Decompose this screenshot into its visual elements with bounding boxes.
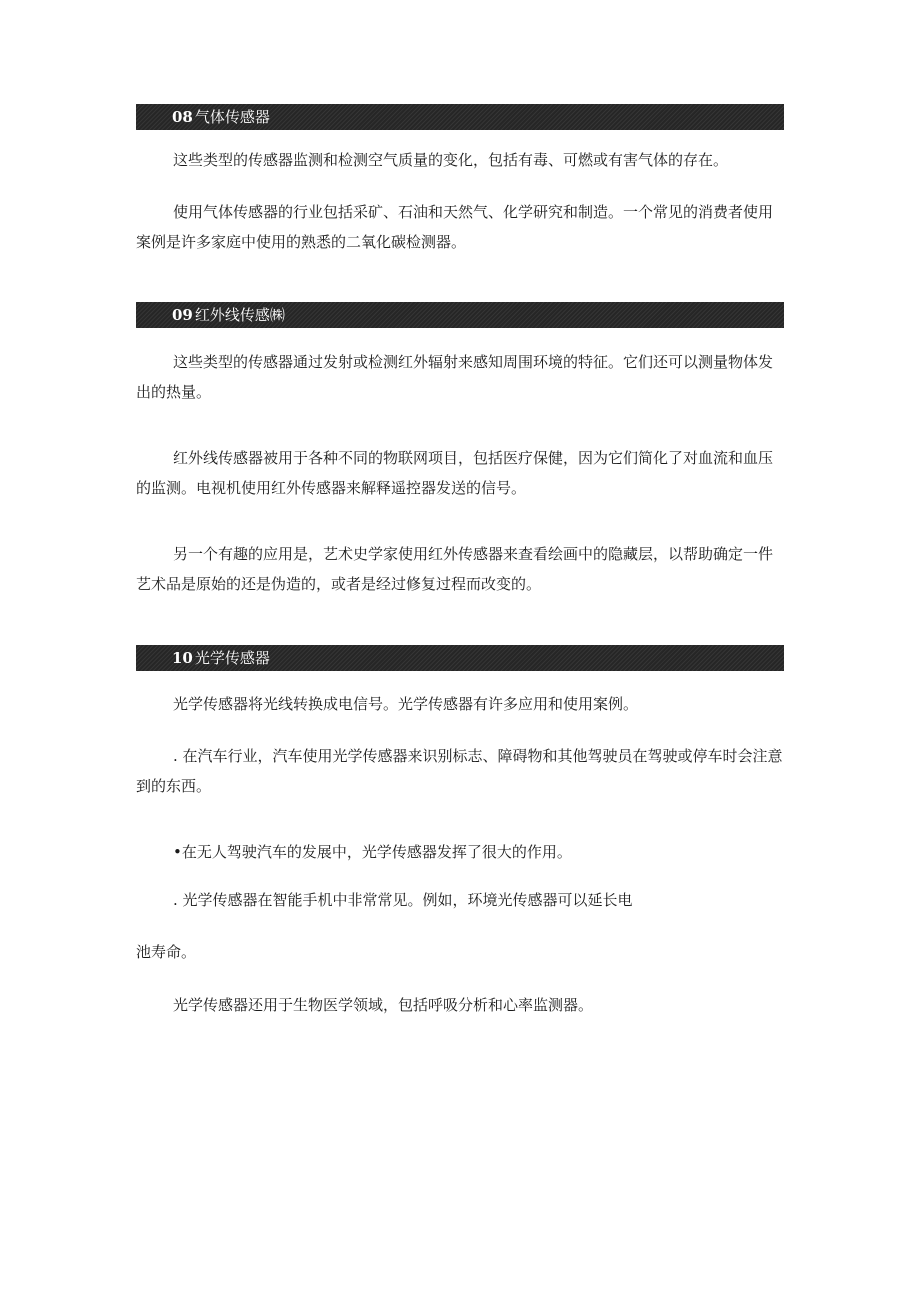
list-item: •在无人驾驶汽车的发展中，光学传感器发挥了很大的作用。 bbox=[173, 843, 572, 861]
section-number: 09 bbox=[172, 306, 193, 324]
paragraph: 光学传感器还用于生物医学领域，包括呼吸分析和心率监测器。 bbox=[173, 996, 594, 1014]
section-title: 气体传感器 bbox=[194, 108, 270, 126]
list-item: . 光学传感器在智能手机中非常常见。例如，环境光传感器可以延长电 bbox=[173, 891, 633, 909]
section-number: 08 bbox=[172, 108, 193, 126]
section-number: 10 bbox=[172, 649, 193, 667]
paragraph: 使用气体传感器的行业包括采矿、石油和天然气、化学研究和制造。一个常见的消费者使用案例是许多家庭中使用的熟悉的二氧化碳检测器。 bbox=[136, 203, 774, 251]
section-title: 光学传感器 bbox=[194, 649, 270, 667]
paragraph: 这些类型的传感器监测和检测空气质量的变化，包括有毒、可燃或有害气体的存在。 bbox=[173, 151, 729, 169]
paragraph: 这些类型的传感器通过发射或检测红外辐射来感知周围环境的特征。它们还可以测量物体发出的热量。 bbox=[136, 353, 774, 401]
section-title: 红外线传感㈱ bbox=[194, 306, 285, 324]
paragraph-continuation: 池寿命。 bbox=[136, 943, 197, 961]
list-item: . 在汽车行业，汽车使用光学传感器来识别标志、障碍物和其他驾驶员在驾驶或停车时会注意到的东西。 bbox=[136, 747, 783, 795]
paragraph: 另一个有趣的应用是，艺术史学家使用红外传感器来查看绘画中的隐藏层，以帮助确定一件艺术品是原始的还是伪造的，或者是经过修复过程而改变的。 bbox=[136, 545, 774, 593]
section-header-08 bbox=[136, 104, 784, 130]
section-header-09 bbox=[136, 302, 784, 328]
paragraph: 光学传感器将光线转换成电信号。光学传感器有许多应用和使用案例。 bbox=[173, 695, 639, 713]
paragraph: 红外线传感器被用于各种不同的物联网项目，包括医疗保健，因为它们简化了对血流和血压的监测。电视机使用红外传感器来解释遥控器发送的信号。 bbox=[136, 449, 774, 497]
section-header-10 bbox=[136, 645, 784, 671]
